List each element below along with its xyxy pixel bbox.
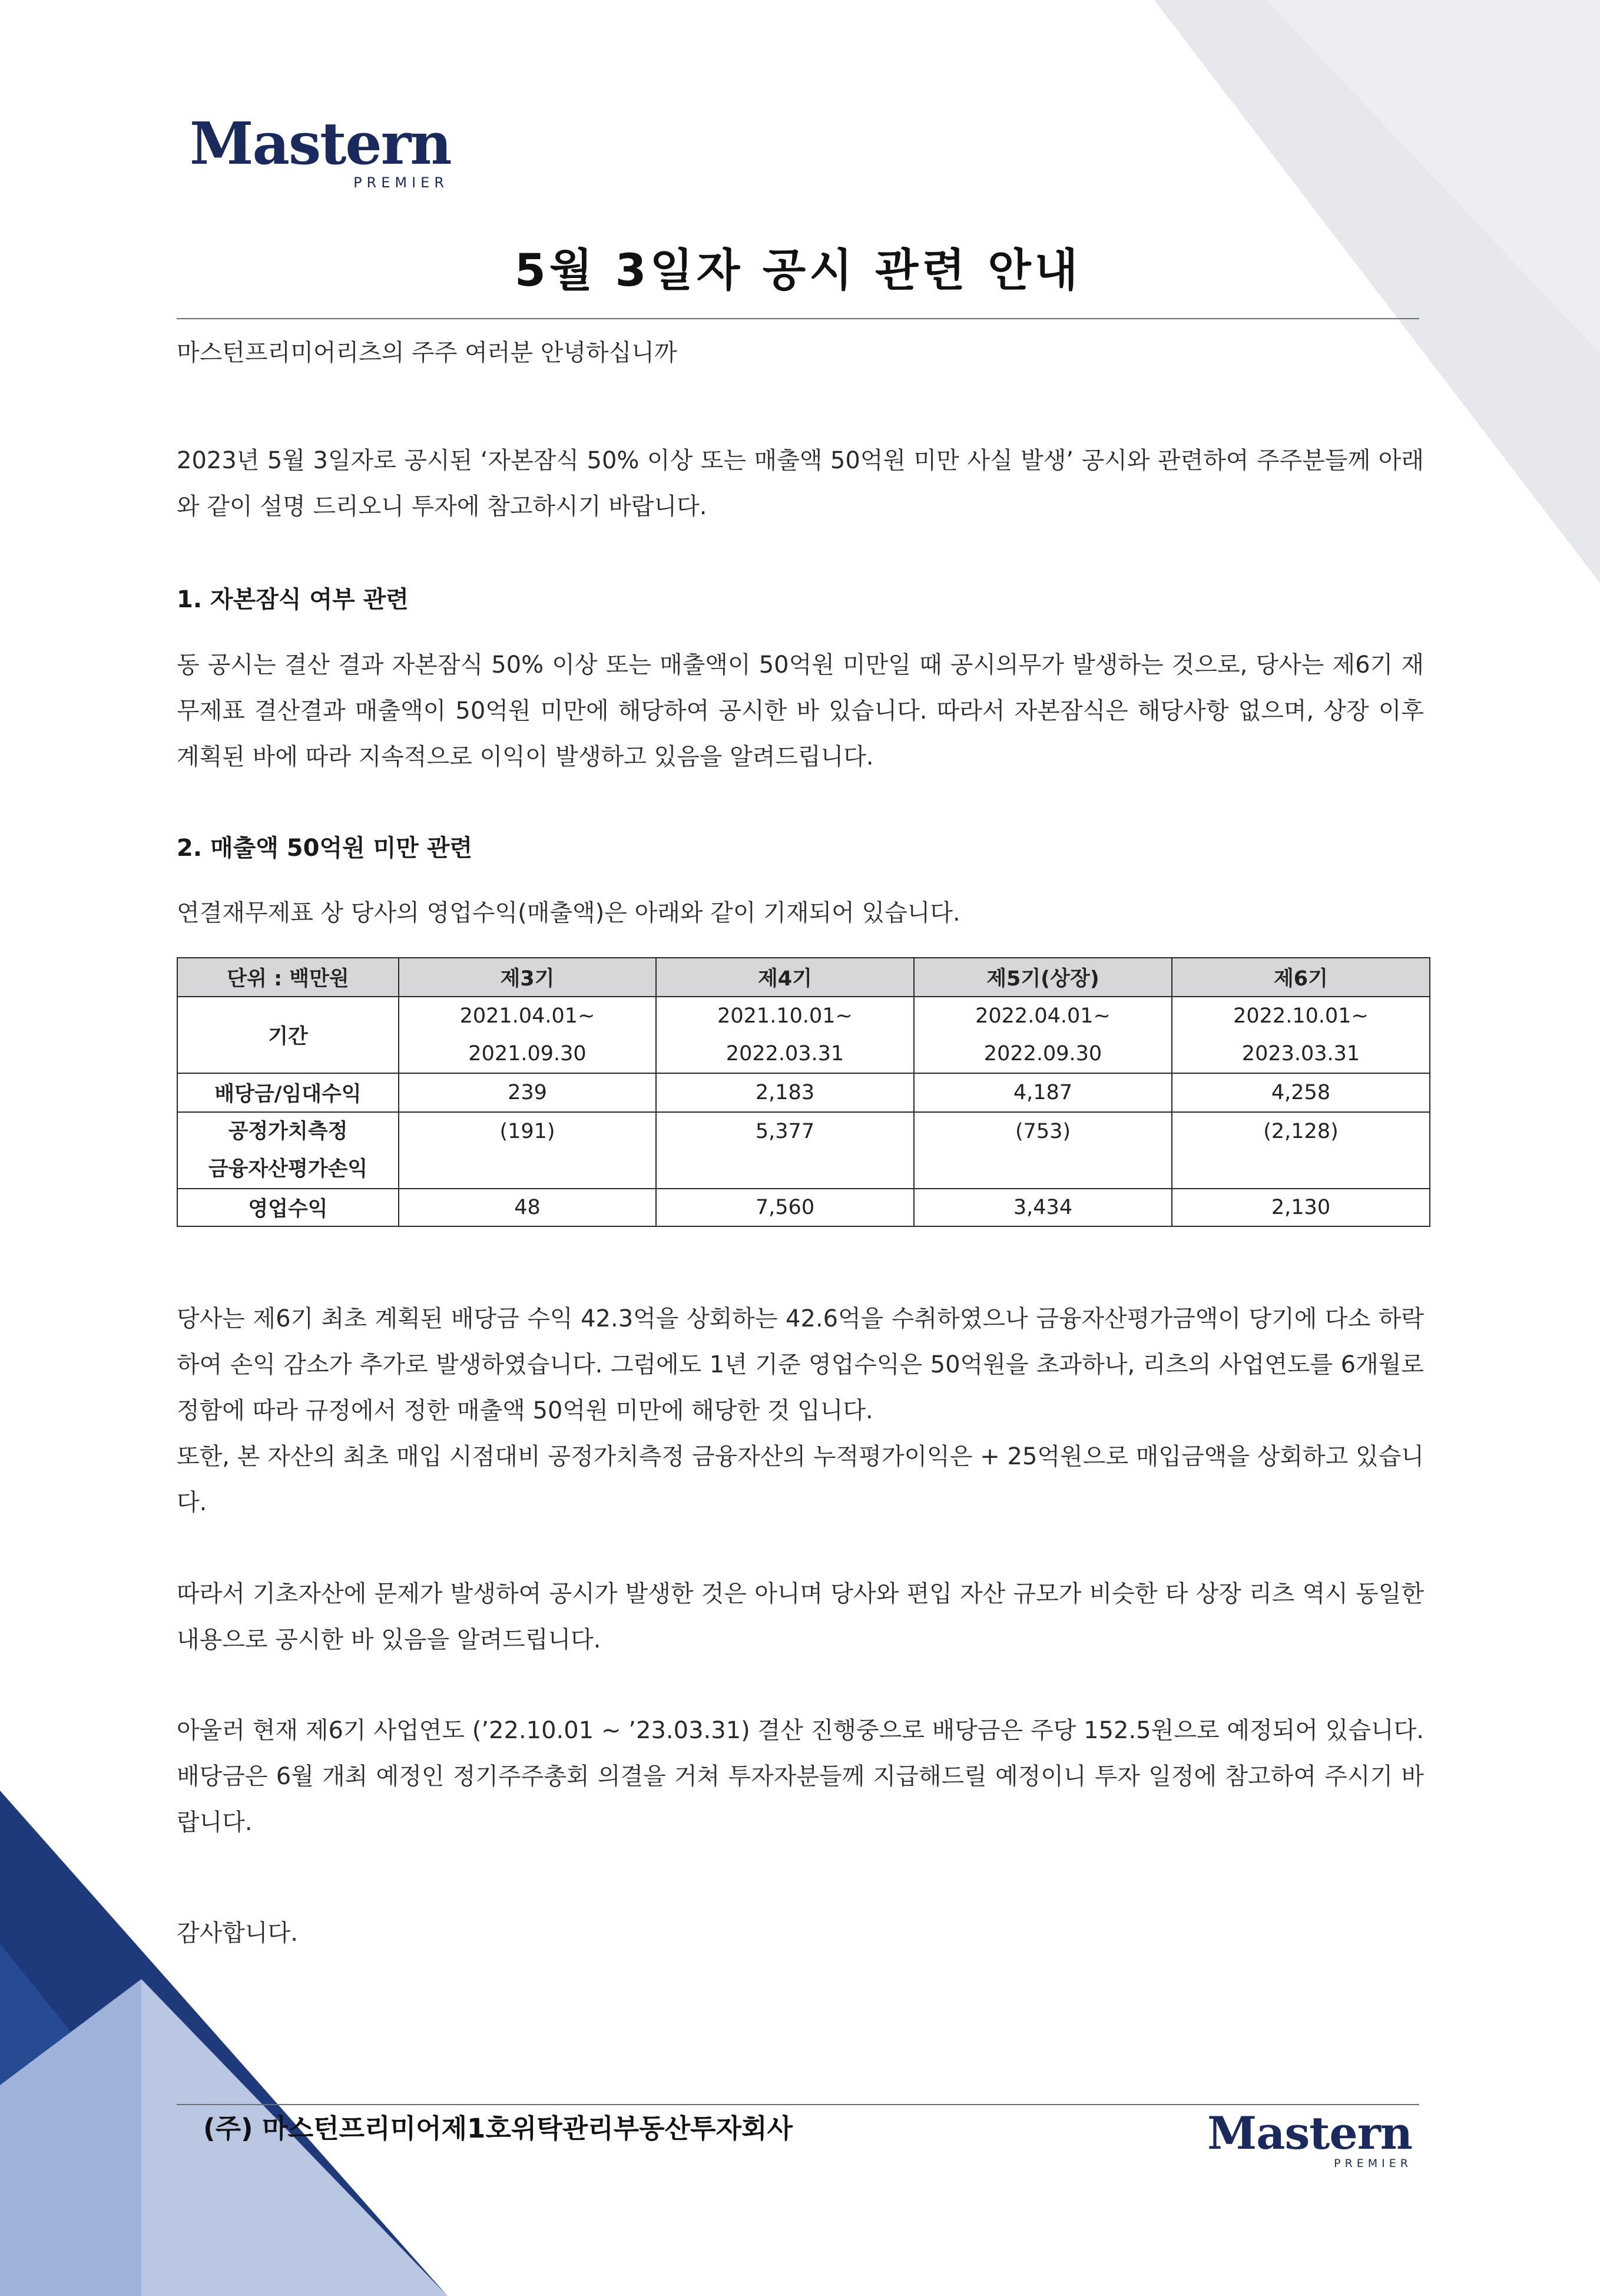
period-end: 2022.03.31 <box>726 1042 844 1066</box>
period-end: 2021.09.30 <box>468 1042 587 1066</box>
closing-text: 감사합니다. <box>177 1920 298 1947</box>
column-header: 제3기 <box>399 958 656 997</box>
section2-heading: 2. 매출액 50억원 미만 관련 <box>177 835 473 862</box>
valuation-paragraph: 또한, 본 자산의 최초 매입 시점대비 공정가치측정 금융자산의 누적평가이익은 + 25억원으로 매입금액을 상회하고 있습니다. <box>177 1443 1424 1516</box>
value-cell: 2,183 <box>656 1073 914 1112</box>
mastern-logo-header <box>190 112 449 191</box>
period-start: 2022.10.01~ <box>1233 1004 1369 1028</box>
value-cell: 239 <box>399 1073 656 1112</box>
column-header: 제5기(상장) <box>914 958 1172 997</box>
logo-tagline: PREMIER <box>353 174 449 191</box>
row-label <box>177 1112 399 1189</box>
column-header: 제6기 <box>1172 958 1430 997</box>
unit-header: 단위 : 백만원 <box>177 958 399 997</box>
value-cell: 5,377 <box>656 1112 914 1189</box>
logo-wordmark: Mastern <box>190 110 451 178</box>
document-title: 5월 3일자 공시 관련 안내 <box>514 244 1082 296</box>
period-start: 2021.04.01~ <box>459 1004 595 1028</box>
period-cell <box>1172 997 1430 1073</box>
intro-paragraph: 2023년 5월 3일자로 공시된 ‘자본잠식 50% 이상 또는 매출액 50억원 미만 사실 발생’ 공시와 관련하여 주주분들께 아래와 같이 설명 드리오니 투자에 참고하시기 바랍니다. <box>177 447 1424 520</box>
value-cell: 48 <box>399 1189 656 1226</box>
value-cell: (2,128) <box>1172 1112 1430 1189</box>
operating-revenue-table <box>177 957 1430 1227</box>
table-row-fair-value <box>177 1112 1430 1189</box>
value-cell: 4,258 <box>1172 1073 1430 1112</box>
greeting: 마스턴프리미어리츠의 주주 여러분 안녕하십니까 <box>177 339 677 366</box>
logo-tagline: PREMIER <box>1334 2157 1412 2170</box>
period-cell <box>656 997 914 1073</box>
logo-wordmark: Mastern <box>1207 2107 1412 2159</box>
value-cell: (191) <box>399 1112 656 1189</box>
section1-heading: 1. 자본잠식 여부 관련 <box>177 586 409 613</box>
period-start: 2021.10.01~ <box>717 1004 853 1028</box>
row-label-line: 금융자산평가손익 <box>208 1157 368 1181</box>
row-label-line: 공정가치측정 <box>228 1120 348 1143</box>
period-end: 2022.09.30 <box>983 1042 1102 1066</box>
column-header: 제4기 <box>656 958 914 997</box>
value-cell: 4,187 <box>914 1073 1172 1112</box>
value-cell: 2,130 <box>1172 1189 1430 1226</box>
section2-lead: 연결재무제표 상 당사의 영업수익(매출액)은 아래와 같이 기재되어 있습니다. <box>177 899 960 927</box>
value-cell: 7,560 <box>656 1189 914 1226</box>
period-start: 2022.04.01~ <box>975 1004 1111 1028</box>
value-cell: (753) <box>914 1112 1172 1189</box>
dividend-paragraph: 아울러 현재 제6기 사업연도 (’22.10.01 ~ ’23.03.31) 결산 진행중으로 배당금은 주당 152.5원으로 예정되어 있습니다. 배당금은 6월 개최 예정인 정기주주총회 의결을 거쳐 투자자분들께 지급해드릴 예정이니 투자 일정에 참고하여 주시기 바랍니다. <box>177 1717 1424 1836</box>
row-label: 배당금/임대수익 <box>177 1073 399 1112</box>
footer-divider <box>177 2104 1419 2105</box>
period-cell <box>914 997 1172 1073</box>
table-row-operating-revenue <box>177 1189 1430 1226</box>
row-label: 영업수익 <box>177 1189 399 1226</box>
footer-company-name: (주) 마스턴프리미어제1호위탁관리부동산투자회사 <box>203 2113 793 2144</box>
conclusion-paragraph: 따라서 기초자산에 문제가 발생하여 공시가 발생한 것은 아니며 당사와 편입 자산 규모가 비슷한 타 상장 리츠 역시 동일한 내용으로 공시한 바 있음을 알려드립니다. <box>177 1580 1424 1653</box>
mastern-logo-footer <box>1205 2109 1412 2170</box>
period-end: 2023.03.31 <box>1241 1042 1360 1066</box>
period-cell <box>399 997 656 1073</box>
table-header-row <box>177 958 1430 997</box>
title-divider <box>177 318 1419 319</box>
table-row-period <box>177 997 1430 1073</box>
value-cell: 3,434 <box>914 1189 1172 1226</box>
row-label: 기간 <box>177 997 399 1073</box>
section1-body: 동 공시는 결산 결과 자본잠식 50% 이상 또는 매출액이 50억원 미만일 때 공시의무가 발생하는 것으로, 당사는 제6기 재무제표 결산결과 매출액이 50억원 미만에 해당하여 공시한 바 있습니다. 따라서 자본잠식은 해당사항 없으며, 상장 이후 계획된 바에 따라 지속적으로 이익이 발생하고 있음을 알려드립니다. <box>177 651 1424 770</box>
table-row-dividend <box>177 1073 1430 1112</box>
explanation-paragraph: 당사는 제6기 최초 계획된 배당금 수익 42.3억을 상회하는 42.6억을 수취하였으나 금융자산평가금액이 당기에 다소 하락하여 손익 감소가 추가로 발생하였습니다. 그럼에도 1년 기준 영업수익은 50억원을 초과하나, 리츠의 사업연도를 6개월로 정함에 따라 규정에서 정한 매출액 50억원 미만에 해당한 것 입니다. <box>177 1305 1424 1424</box>
